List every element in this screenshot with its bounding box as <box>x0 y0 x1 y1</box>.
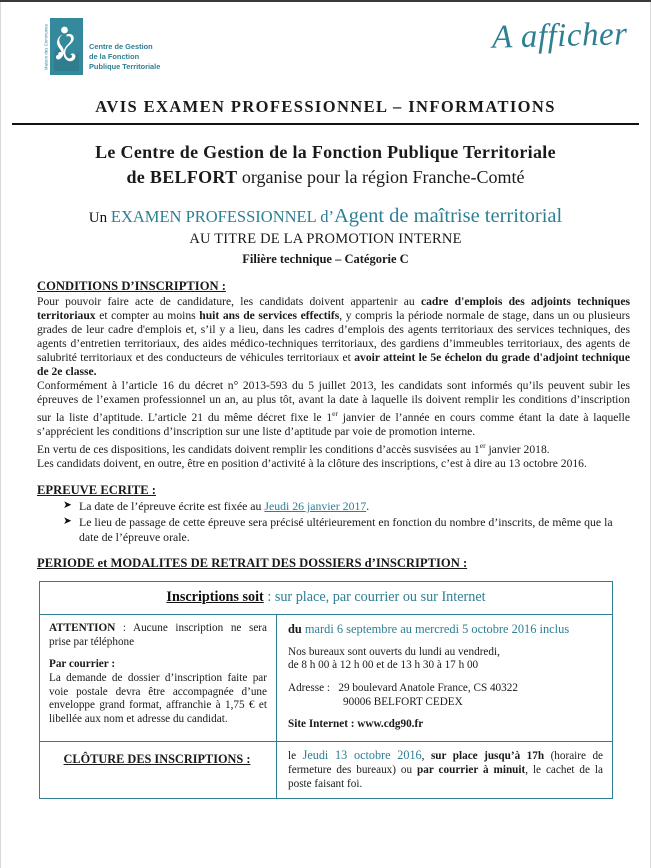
table-row <box>40 741 613 799</box>
table-cell-modalites <box>40 615 277 742</box>
cell-spacer <box>49 649 267 658</box>
logo-wordmark-line-2: de la Fonction <box>89 52 140 61</box>
organisation-city: de BELFORT <box>126 166 238 187</box>
address-line-2: 90006 BELFORT CEDEX <box>343 695 463 708</box>
cond-p1-e: , y compris la période normale de stage, dans un ou plusieurs grades de leur cadre d'emplois et, s’il y a lieu, dans les cadres d’emplois des agents territoriaux des services techniques, des agents d’entretien territoriaux, des aides médico-techniques territoriaux, des gardiens d’immeubles territoriaux, des agents de salubrité territoriaux et des conducteurs de véhicules territoriaux et <box>37 308 630 364</box>
table-header-black: Inscriptions soit <box>166 589 264 606</box>
list-item <box>63 515 630 544</box>
epreuve-exam-date: Jeudi 26 janvier 2017 <box>264 499 367 514</box>
logo-wordmark-line-3: Publique Territoriale <box>89 62 161 71</box>
closing-onsite: sur place jusqu’à 17h <box>430 749 545 762</box>
closing-label-cell: CLÔTURE DES INSCRIPTIONS : <box>40 741 277 799</box>
section-heading-conditions: CONDITIONS D’INSCRIPTION : <box>37 278 226 293</box>
address-label: Adresse : <box>288 682 330 694</box>
inscription-period <box>288 623 603 637</box>
cond-p1-a: Pour pouvoir faire acte de candidature, les candidats doivent appartenir au <box>37 294 421 308</box>
cond-p2-sup: er <box>332 409 338 419</box>
address-line-1 <box>288 682 603 696</box>
cell-spacer <box>288 637 603 646</box>
document-header <box>0 2 651 86</box>
list-item <box>63 499 630 514</box>
epreuve-bullet-list <box>63 499 630 544</box>
attention-label: ATTENTION <box>49 622 116 635</box>
epreuve-b1-a: La date de l’épreuve écrite est fixée au <box>79 499 265 514</box>
cond-p2-b: janvier de l’année en cours comme étant la date à laquelle s’apprécient les conditions d’inscription sur une liste d’aptitude par voie de promotion interne. <box>37 411 630 439</box>
conditions-paragraph-3 <box>37 439 630 457</box>
exam-filiere: Filière technique – Catégorie C <box>242 251 409 266</box>
period-du-label: du <box>288 622 305 637</box>
cdg-logo <box>41 18 160 75</box>
cond-p1-f: avoir atteint le 5e échelon du grade d'adjoint technique de 2e classe. <box>37 350 630 379</box>
logo-figure-icon <box>50 18 83 75</box>
table-header-teal: : sur place, par courrier ou sur Internet <box>263 589 486 606</box>
cond-p3-a: En vertu de ces dispositions, les candidats doivent remplir les conditions d’accès susvisées au 1 <box>37 443 480 457</box>
address-street: 29 boulevard Anatole France, CS 40322 <box>338 682 518 694</box>
closing-hours-note: (horaire de fermeture des bureaux) ou <box>288 749 604 776</box>
par-courrier-label: Par courrier : <box>49 658 116 671</box>
closing-le: le <box>288 749 303 762</box>
section-heading-periode: PERIODE et MODALITES DE RETRAIT DES DOSSIERS d’INSCRIPTION : <box>37 556 468 571</box>
exam-title-role: Agent de maîtrise territorial <box>333 204 563 227</box>
notice-banner-title: AVIS EXAMEN PROFESSIONNEL – INFORMATIONS <box>95 97 556 116</box>
cond-p3-sup: er <box>479 441 486 451</box>
exam-subtitle: AU TITRE DE LA PROMOTION INTERNE <box>189 230 462 247</box>
organisation-title <box>0 140 651 190</box>
organisation-title-line2 <box>0 165 651 190</box>
cell-spacer <box>288 673 603 682</box>
exam-title-prefix: Un <box>88 209 111 226</box>
exam-title-dapostrophe: d’ <box>316 206 334 226</box>
closing-postmark-note: , le cachet de la poste faisant foi. <box>288 763 603 791</box>
logo-mark <box>41 18 83 75</box>
table-cell-periode <box>277 615 613 742</box>
logo-emblem <box>50 18 83 75</box>
office-hours-line-1: Nos bureaux sont ouverts du lundi au vendredi, <box>288 645 500 658</box>
exam-title-caps: EXAMEN PROFESSIONNEL <box>110 206 317 226</box>
banner-divider <box>12 123 639 125</box>
attention-note <box>49 622 267 649</box>
cond-p2-a: Conformément à l’article 16 du décret n° 2013-593 du 5 juillet 2013, les candidats sont informés qu’ils peuvent subir les épreuves de l’examen professionnel un an, au plus tôt, avant la date à laquelle ils doivent remplir les conditions d’inscription sur la liste d’aptitude. L’article 21 du même décret fixe le 1 <box>37 379 630 425</box>
closing-date: Jeudi 13 octobre 2016 <box>302 747 422 762</box>
arrow-bullet-icon: ➤ <box>63 516 72 528</box>
closing-bymail: par courrier à minuit <box>417 763 526 776</box>
section-heading-epreuve: EPREUVE ECRITE : <box>37 483 156 498</box>
conditions-paragraph-2 <box>37 379 630 439</box>
cell-spacer <box>288 709 603 718</box>
period-dates: mardi 6 septembre au mercredi 5 octobre 2016 inclus <box>304 622 570 637</box>
epreuve-b1-b: . <box>366 499 370 514</box>
cond-p1-c: et compter au moins <box>95 308 200 322</box>
epreuve-bullet-1 <box>79 499 630 514</box>
registration-table <box>39 581 613 799</box>
document-body <box>37 279 630 572</box>
conditions-paragraph-4: Les candidats doivent, en outre, être en position d’activité à la clôture des inscriptions, c’est à dire au 13 octobre 2016. <box>37 457 587 471</box>
title-block <box>0 140 651 267</box>
attention-text: : Aucune inscription ne sera prise par téléphone <box>49 622 267 648</box>
website-text: Site Internet : www.cdg90.fr <box>288 718 424 731</box>
exam-title <box>0 204 651 230</box>
closing-comma: , <box>421 749 431 762</box>
logo-vertical-text: Maison des Communes <box>43 23 48 70</box>
table-header-cell <box>40 582 613 615</box>
registration-table-wrap <box>0 581 651 799</box>
organisation-region: organise pour la région Franche-Comté <box>237 166 525 187</box>
website-line <box>288 718 603 732</box>
table-row <box>40 582 613 615</box>
cond-p1-b: cadre d'emplois des adjoints techniques territoriaux <box>37 294 630 322</box>
cond-p1-d: huit ans de services effectifs <box>199 308 340 322</box>
arrow-bullet-icon: ➤ <box>63 500 72 512</box>
logo-wordmark <box>89 42 160 72</box>
logo-wordmark-line-1: Centre de Gestion <box>89 42 153 51</box>
cond-p3-b: janvier 2018. <box>485 443 550 457</box>
a-afficher-stamp: A afficher <box>491 16 628 56</box>
office-hours-line-2: de 8 h 00 à 12 h 00 et de 13 h 30 à 17 h 00 <box>288 659 479 672</box>
table-row <box>40 615 613 742</box>
closing-details-cell <box>277 741 613 799</box>
conditions-paragraph-1 <box>37 295 630 380</box>
organisation-title-line1: Le Centre de Gestion de la Fonction Publique Territoriale <box>95 141 556 162</box>
epreuve-bullet-2: Le lieu de passage de cette épreuve sera précisé ultérieurement en fonction du nombre d’inscrits, de même que la date de l’épreuve orale. <box>79 515 613 544</box>
par-courrier-text: La demande de dossier d’inscription faite par voie postale devra être accompagnée d’une enveloppe grand format, affranchie à 1,75 € et libellée aux nom et adresse du candidat. <box>49 672 267 725</box>
logo-vertical-text-strip <box>41 18 50 75</box>
par-courrier-heading <box>49 658 267 672</box>
